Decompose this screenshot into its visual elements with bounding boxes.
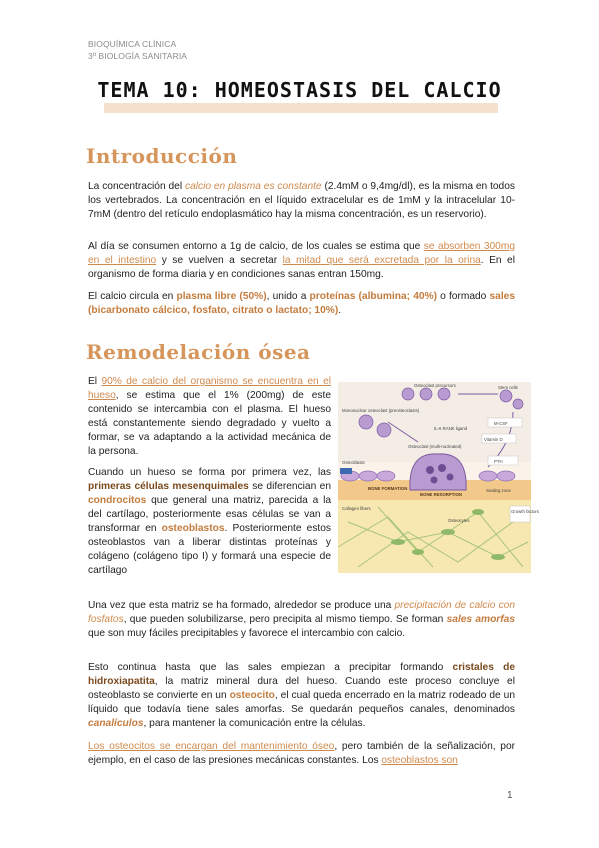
text-run: El (88, 376, 102, 387)
course-year: 3º BIOLOGÍA SANITARIA (88, 51, 188, 61)
bold-highlight: sales (bicarbonato cálcico, fosfato, citrato o lactato; 10%) (88, 291, 516, 316)
text-run: . (338, 305, 342, 316)
bold-highlight: osteoblastos (161, 523, 225, 534)
text-run: Cuando un hueso se forma por primera vez, las (88, 467, 331, 478)
bold-term: cristales de hidroxiapatita (88, 662, 515, 687)
label-mononuclear: Mononuclear osteoclast (preosteoclasts) (342, 408, 420, 413)
text-run: El calcio circula en (88, 291, 177, 302)
bold-highlight: proteínas (albumina; 40%) (309, 291, 437, 302)
section-heading-introduction: Introducción (86, 144, 238, 168)
text-run: que general una matriz, parecida a la del cartílago, posteriormente esas células se van a transformar en (88, 495, 331, 534)
label-bone-resorption: BONE RESORPTION (420, 492, 463, 497)
label-osteoblasts: Osteoblasts (342, 460, 365, 465)
label-osteoclast-precursors: Osteoclast precursors (414, 383, 456, 388)
label-collagen: Collagen fibers (342, 506, 371, 511)
remodel-paragraph-3 (88, 599, 515, 641)
label-sealing-zone: Sealing zone (486, 488, 511, 493)
label-osteoclast: Osteoclast (multi-nucleated) (408, 444, 462, 449)
text-run: (2.4mM o 9,4mg/dl), es la misma en todos los vertebrados. La concentración en el líquido extracelular es de 1mM y la intracelular 10-7mM (dentro del retículo endoplasmático hay la misma concentración, es un reservorio). (88, 181, 515, 220)
intro-paragraph-2 (88, 240, 515, 282)
remodel-paragraph-1 (88, 375, 331, 459)
text-run: , para mantener la comunicación entre la células. (143, 718, 366, 729)
text-run: o formado (437, 291, 490, 302)
text-run: Al día se consumen entorno a 1g de calcio, de los cuales se estima que (88, 241, 424, 252)
title-highlight (104, 103, 498, 113)
page-title: TEMA 10: HOMEOSTASIS DEL CALCIO (97, 78, 502, 102)
text-run: , la matriz mineral dura del hueso. Cuando este proceso concluye el osteoblasto se convierte en un (88, 676, 515, 701)
bold-highlight: osteocito (229, 690, 275, 701)
label-mcsf: M-CSF (494, 421, 508, 426)
text-run: que son muy fáciles precipitables y favorece el intercambio con calcio. (88, 628, 406, 639)
text-run: se diferencian en (248, 481, 331, 492)
label-osteocytes: Osteocytes (448, 518, 470, 523)
text-run: y se vuelven a secretar (156, 255, 283, 266)
label-vitamin-d: Vitamin D (484, 437, 503, 442)
italic-highlight: precipitación de calcio con fosfatos (88, 600, 515, 625)
text-run: Esto continua hasta que las sales empiezan a precipitar formando (88, 662, 453, 673)
text-run: . En el organismo de forma diaria y en condiciones sanas entran 150mg. (88, 255, 515, 280)
label-rank: IL-6 RANK ligand (434, 426, 468, 431)
bold-highlight: plasma libre (50%) (176, 291, 267, 302)
label-bone-formation: BONE FORMATION (368, 486, 408, 491)
text-run: , se estima que el 1% (200mg) de este contenido se intercambia con el plasma. El hueso está constantemente siendo degradado y vuelto a formar, se va adaptando a la actividad mecánica de la persona. (88, 390, 331, 457)
underlined-highlight: la mitad que será excretada por la orina (282, 255, 481, 266)
remodel-paragraph-2 (88, 466, 331, 578)
remodel-paragraph-5 (88, 740, 515, 768)
osteoclast-cell (410, 454, 466, 490)
text-run: Una vez que esta matriz se ha formado, alrededor se produce una (88, 600, 395, 611)
text-run: , pero también de la señalización, por ejemplo, en el caso de las presiones mecánicas constantes. Los (88, 741, 516, 766)
bold-italic-highlight: sales amorfas (446, 614, 515, 625)
underlined-highlight: 90% de calcio del organismo se encuentra en el hueso (88, 376, 331, 401)
label-stem-cells: Stem cells (498, 385, 518, 390)
text-run: , el cual queda encerrado en la matriz rodeado de un líquido que todavía tiene sales amorfas. Se quedarán pequeños canales, denominados (88, 690, 515, 715)
bold-italic-highlight: canalículos (88, 718, 144, 729)
text-run: , unido a (266, 291, 310, 302)
text-run: . Posteriormente estos osteoblastos van a liberar distintas proteínas y colágeno (colágeno tipo I) y formará una especie de cartílago (88, 523, 331, 576)
highlight-text: calcio en plasma es constante (184, 181, 322, 192)
page-number: 1 (507, 790, 513, 801)
text-run: , que pueden solubilizarse, pero precipita al mismo tiempo. Se forman (123, 614, 447, 625)
bold-highlight: condrocitos (88, 495, 147, 506)
document-header (88, 38, 187, 62)
remodel-paragraph-4 (88, 661, 515, 731)
label-growth-factors: Growth factors (511, 509, 539, 514)
underlined-highlight: Los osteocitos se encargan del mantenimiento óseo (88, 741, 335, 752)
text-run: La concentración del (88, 181, 185, 192)
section-heading-remodelacion: Remodelación ósea (86, 340, 311, 364)
underlined-highlight: se absorben 300mg en el intestino (88, 241, 515, 266)
intro-paragraph-3 (88, 290, 515, 318)
bold-term: primeras células mesenquimales (88, 481, 249, 492)
label-pth: PTH (494, 459, 503, 464)
intro-paragraph-1 (88, 180, 515, 222)
underlined-highlight: osteoblastos son (381, 755, 458, 766)
course-name: BIOQUÍMICA CLÍNICA (88, 39, 177, 49)
bone-remodeling-figure (338, 382, 539, 573)
